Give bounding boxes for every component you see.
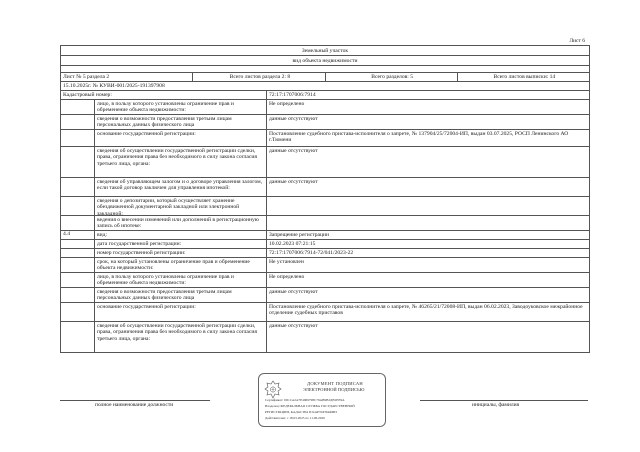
stamp-owner: Владелец: ФЕДЕРАЛЬНАЯ СЛУЖБА ГОСУДАРСТВЕННОЙ — [265, 404, 355, 408]
table-row — [61, 147, 589, 178]
section-count: Всего разделов: 5 — [326, 73, 458, 81]
table-row — [61, 303, 589, 322]
object-type-subtitle: вид объекта недвижимости — [61, 56, 589, 66]
row-value: данные отсутствуют — [269, 115, 318, 122]
row-label: ведения о внесении изменений или дополнений в регистрационную запись об ипотеке: — [95, 216, 267, 230]
cadastral-label: Кадастровый номер: — [61, 91, 267, 99]
table-row — [61, 258, 589, 273]
row-value: Не определено — [269, 100, 305, 107]
row-value: Запрещение регистрации — [269, 231, 329, 238]
extract-table — [60, 45, 590, 353]
row-value: Не определено — [269, 273, 305, 280]
table-row — [61, 288, 589, 303]
row-number — [61, 130, 95, 146]
row-value: данные отсутствуют — [269, 178, 318, 185]
table-row — [61, 249, 589, 258]
table-row — [61, 115, 589, 130]
row-number — [61, 216, 95, 230]
table-row — [61, 130, 589, 147]
row-label: основание государственной регистрации: — [95, 303, 267, 321]
row-value: данные отсутствуют — [269, 322, 318, 329]
sheet-number-label: Лист 6 — [569, 38, 585, 44]
row-label: основание государственной регистрации: — [95, 130, 267, 146]
object-type-title: Земельный участок — [61, 46, 589, 56]
table-row — [61, 231, 589, 240]
stamp-certificate: Сертификат: 00ССА2А7Е4969798С79АВ9В2ДВ1ЕЕ9А — [265, 398, 345, 402]
row-value: Постановление судебного пристава-исполнителя о запрете, № 46265/21/72008-ИП, выдан 06.02.2023, Заводоуковское межрайонное отделение судебных приставов — [269, 303, 583, 317]
row-value: Не установлен — [269, 258, 304, 265]
signer-name-caption: инициалы, фамилия — [472, 402, 520, 408]
cadastral-value: 72:17:1707006:7914 — [269, 92, 316, 99]
row-value: Постановление судебного пристава-исполнителя о запрете, № 137904/25/72004-ИП, выдан 03.07.2025, РОСП Ленинского АО г.Тюмени — [269, 130, 569, 144]
row-value: данные отсутствуют — [269, 288, 318, 295]
row-number — [61, 115, 95, 129]
row-label: сведения об осуществлении государственной регистрации сделки, права, ограничения права без необходимого в силу закона согласия третьего лица, органа: — [95, 322, 267, 352]
footer-line-left — [60, 400, 210, 401]
row-number — [61, 249, 95, 257]
row-value: данные отсутствуют — [269, 147, 318, 154]
row-number — [61, 303, 95, 321]
row-label: сведения о возможности предоставления третьим лицам персональных данных физического лица — [95, 115, 267, 129]
row-label: вид: — [95, 231, 267, 239]
electronic-signature-stamp — [258, 373, 386, 427]
row-label: лицо, в пользу которого установлены ограничение прав и обременение объекта недвижимости: — [95, 100, 267, 114]
row-number — [61, 273, 95, 287]
row-label: сведения о возможности предоставления третьим лицам персональных данных физического лица — [95, 288, 267, 302]
row-label: сведения об осуществлении государственной регистрации сделки, права, ограничения права без необходимого в силу закона согласия третьего лица, органа: — [95, 147, 267, 177]
sheet-info-row — [61, 73, 589, 82]
table-row — [61, 178, 589, 197]
position-title-caption: полное наименование должности — [95, 402, 174, 408]
row-number — [61, 197, 95, 215]
row-value — [267, 216, 589, 230]
section-sheet-count: Всего листов раздела 2: 8 — [193, 73, 325, 81]
table-row — [61, 273, 589, 288]
row-number — [61, 240, 95, 248]
row-number — [61, 100, 95, 114]
row-number — [61, 178, 95, 196]
table-row — [61, 197, 589, 216]
encumbrance-rows — [61, 100, 589, 352]
row-value — [267, 197, 589, 215]
stamp-title-2: ЭЛЕКТРОННОЙ ПОДПИСЬЮ — [303, 387, 365, 392]
row-number — [61, 322, 95, 352]
stamp-validity: Действителен: с 18.03.2025 по 11.06.2026 — [265, 416, 325, 420]
table-row — [61, 216, 589, 231]
spacer-row — [61, 66, 589, 73]
row-label: дата государственной регистрации: — [95, 240, 267, 248]
row-label: лицо, в пользу которого установлены ограничение прав и обременение объекта недвижимости: — [95, 273, 267, 287]
table-row — [61, 100, 589, 115]
table-row — [61, 322, 589, 352]
row-label: сведения об управляющем залогом и о договоре управления залогом, если такой договор заключен для управления ипотекой: — [95, 178, 267, 196]
stamp-owner-cont: РЕГИСТРАЦИИ, КАДАСТРА И КАРТОГРАФИИ — [265, 410, 337, 414]
extract-date-number: 15.10.2025г. № КУВИ-001/2025-191397908 — [61, 82, 589, 91]
footer-line-right — [420, 400, 588, 401]
row-label: срок, на который установлены ограничение прав и обременение объекта недвижимости: — [95, 258, 267, 272]
extract-sheet-count: Всего листов выписки: 14 — [493, 74, 556, 81]
row-number — [61, 147, 95, 177]
row-value: 72:17:1707006:7914-72/041/2023-22 — [269, 249, 354, 256]
row-number: 4.4 — [61, 231, 95, 239]
cadastral-row — [61, 91, 589, 100]
row-value: 10.02.2023 07:21:15 — [269, 240, 316, 247]
row-number — [61, 288, 95, 302]
table-row — [61, 240, 589, 249]
row-label: номер государственной регистрации: — [95, 249, 267, 257]
row-label: сведения о депозитарии, который осуществляет хранение обездвиженной документарной закладной или электронной закладной: — [95, 197, 267, 215]
row-number — [61, 258, 95, 272]
sheet-number: Лист № 5 раздела 2 — [61, 73, 193, 81]
stamp-title-1: ДОКУМЕНТ ПОДПИСАН — [307, 381, 363, 386]
